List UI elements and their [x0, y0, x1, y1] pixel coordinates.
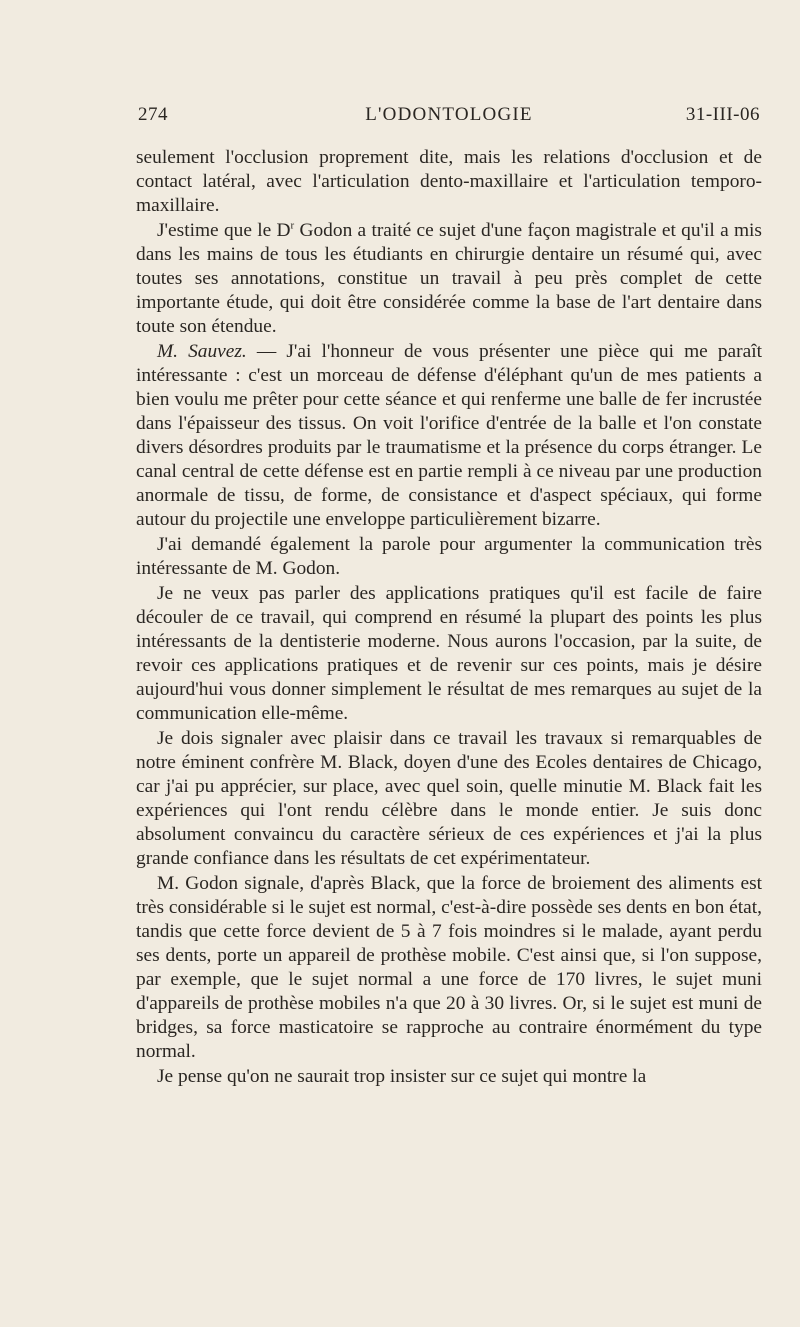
journal-title: L'ODONTOLOGIE [365, 104, 533, 125]
running-header [136, 104, 762, 134]
paragraph-continued: seulement l'occlusion proprement dite, mais les relations d'occlusion et de contact latéral, avec l'articulation dento-maxillaire et l'articulation temporo-maxillaire. [136, 147, 762, 217]
doctor-abbrev-superscript: r [290, 219, 295, 232]
paragraph-request-word: J'ai demandé également la parole pour argumenter la communication très intéressante de M. Godon. [136, 534, 762, 580]
speaker-name: M. Sauvez. [157, 340, 247, 362]
paragraph-chewing-force: M. Godon signale, d'après Black, que la force de broiement des aliments est très considérable si le sujet est normal, c'est-à-dire possède ses dents en bon état, tandis que cette force devient de 5 à 7 fois moindres si le malade, ayant perdu ses dents, porte un appareil de prothèse mobile. C'est ainsi que, si l'on suppose, par exemple, que le sujet normal a une force de 170 livres, le sujet muni d'appareils de prothèse mobiles n'a que 20 à 30 livres. Or, si le sujet est muni de bridges, sa force masticatoire se rapproche au contraire énormément du type normal. [136, 872, 762, 1063]
paragraph-text: — J'ai l'honneur de vous présenter une pièce qui me paraît intéressante : c'est un morceau de défense d'éléphant qu'un de mes patients a bien voulu me prêter pour cette séance et qui renferme une balle de fer incrustée dans l'épaisseur des tissus. On voit l'orifice d'entrée de la balle et l'on constate divers désordres produits par le traumatisme et la présence du corps étranger. Le canal central de cette défense est en partie rempli à ce niveau par une production anormale de tissu, de forme, de consistance et d'aspect spéciaux, qui forme autour du projectile une enveloppe particulièrement bizarre. [136, 340, 762, 531]
paragraph-sauvez-remarks [136, 340, 762, 533]
paragraph-practical-applications: Je ne veux pas parler des applications pratiques qu'il est facile de faire découler de ce travail, qui comprend en résumé la plupart des points les plus intéressants de la dentisterie moderne. Nous aurons l'occasion, par la suite, de revoir ces applications pratiques et de revenir sur ces points, mais je désire aujourd'hui vous donner simplement le résultat de mes remarques au sujet de la communication elle-même. [136, 582, 762, 725]
paragraph-godon-assessment [136, 219, 762, 339]
page-number: 274 [138, 104, 168, 125]
paragraph-final: Je pense qu'on ne saurait trop insister sur ce sujet qui montre la [157, 1066, 647, 1088]
paragraph-black-works: Je dois signaler avec plaisir dans ce travail les travaux si remarquables de notre éminent confrère M. Black, doyen d'une des Ecoles dentaires de Chicago, car j'ai pu apprécier, sur place, avec quel soin, quelle minutie M. Black fait les expériences qui l'ont rendu célèbre dans le monde entier. Je suis donc absolument convaincu du caractère sérieux de ces expériences et j'ai la plus grande confiance dans les résultats de cet expérimentateur. [136, 727, 762, 870]
issue-date: 31-III-06 [685, 104, 760, 125]
paragraph-text: J'estime que le D [157, 219, 291, 241]
paragraph-text: Godon a traité ce sujet d'une façon magistrale et qu'il a mis dans les mains de tous les étudiants en chirurgie dentaire un résumé qui, avec toutes ses annotations, constitue un travail à peu près complet de cette importante étude, qui doit être considérée comme la base de l'art dentaire dans toute son étendue. [136, 219, 762, 338]
body-text [136, 146, 762, 1089]
